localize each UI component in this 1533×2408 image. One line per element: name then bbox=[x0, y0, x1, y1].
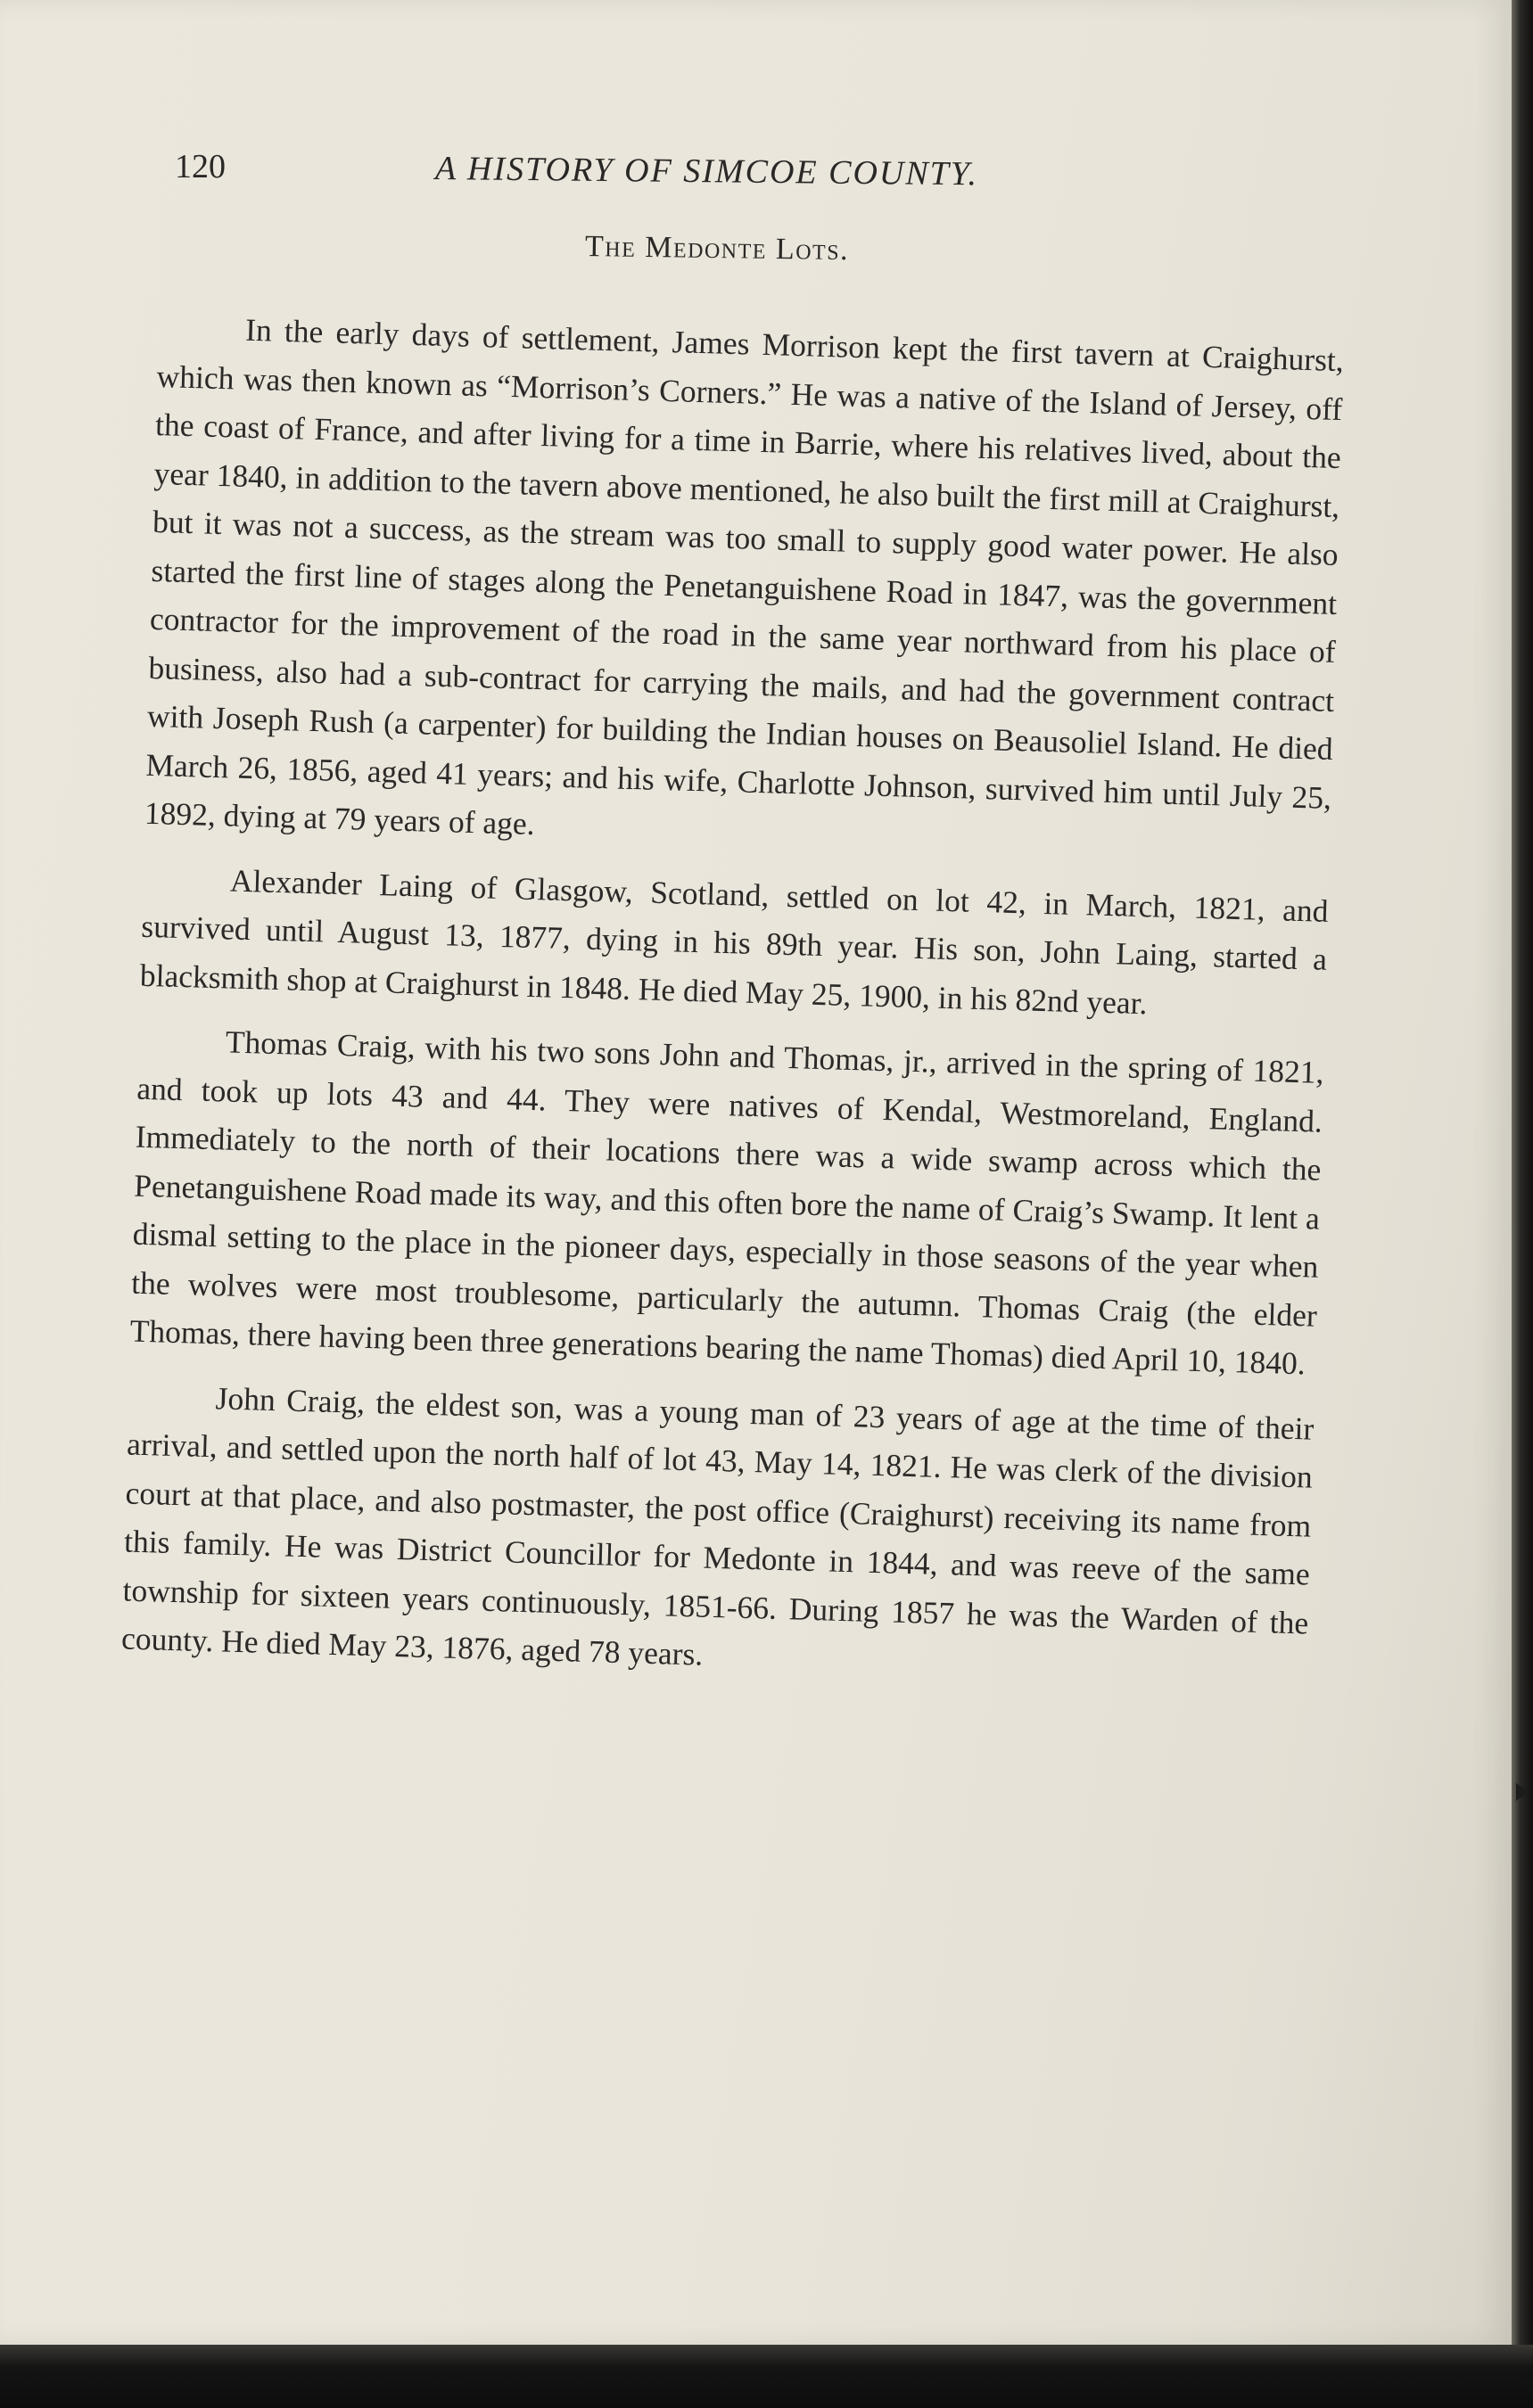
paragraph-john-craig: John Craig, the eldest son, was a young man of 23 years of age at the time of their arrival, and settled upon the north half of lot 43, May 14, 1821. He was clerk of the division court at that place, and also postmaster, the post office (Craighurst) receiving its name from this family. He was District Councillor for Medonte in 1844, and was reeve of the same township for sixteen years continuously, 1851-66. During 1857 he was the Warden of the county. He died May 23, 1876, aged 78 years. bbox=[120, 1379, 1315, 1672]
page-header bbox=[175, 147, 1093, 201]
paragraph-morrison: In the early days of settlement, James Morrison kept the first tavern at Craighurst, which was then known as “Morrison’s Corners.” He was a native of the Island of Jersey, off the coast of France, and after living for a time in Barrie, where his relatives lived, about the year 1840, in addition to the tavern above mentioned, he also built the first mill at Craighurst, but it was not a success, as the stream was too small to supply good water power. He also started the first line of stages along the Penetanguishene Road in 1847, was the government contractor for the improvement of the road in the same year northward from his place of business, also had a sub-contract for carrying the mails, and had the government contract with Joseph Rush (a carpenter) for building the Indian houses on Beausoliel Island. He died March 26, 1856, aged 41 years; and his wife, Charlotte Johnson, survived him until July 25, 1892, dying at 79 years of age. bbox=[144, 311, 1345, 842]
running-title: A HISTORY OF SIMCOE COUNTY. bbox=[434, 150, 979, 193]
page-tab-marker bbox=[1516, 1783, 1529, 1801]
paragraph-thomas-craig: Thomas Craig, with his two sons John and Thomas, jr., arrived in the spring of 1821, and took up lots 43 and 44. They were natives of Kendal, Westmoreland, England. Immediately to the north of their locations there was a wide swamp across which the Penetanguishene Road made its way, and this often bore the name of Craig’s Swamp. It lent a dismal setting to the place in the pioneer days, especially in those seasons of the year when the wolves were most troublesome, particularly the autumn. Thomas Craig (the elder Thomas, there having been three generations bearing the name Thomas) died April 10, 1840. bbox=[129, 1023, 1324, 1382]
page-number: 120 bbox=[175, 148, 226, 185]
page-edge-shadow bbox=[1512, 0, 1533, 2408]
scan-bottom-band bbox=[0, 2345, 1533, 2408]
body-text bbox=[120, 303, 1345, 1712]
section-title: The Medonte Lots. bbox=[584, 230, 850, 267]
paragraph-laing: Alexander Laing of Glasgow, Scotland, settled on lot 42, in March, 1821, and survived until August 13, 1877, dying in his 89th year. His son, John Laing, started a blacksmith shop at Craighurst in 1848. He died May 25, 1900, in his 82nd year. bbox=[139, 861, 1330, 1021]
